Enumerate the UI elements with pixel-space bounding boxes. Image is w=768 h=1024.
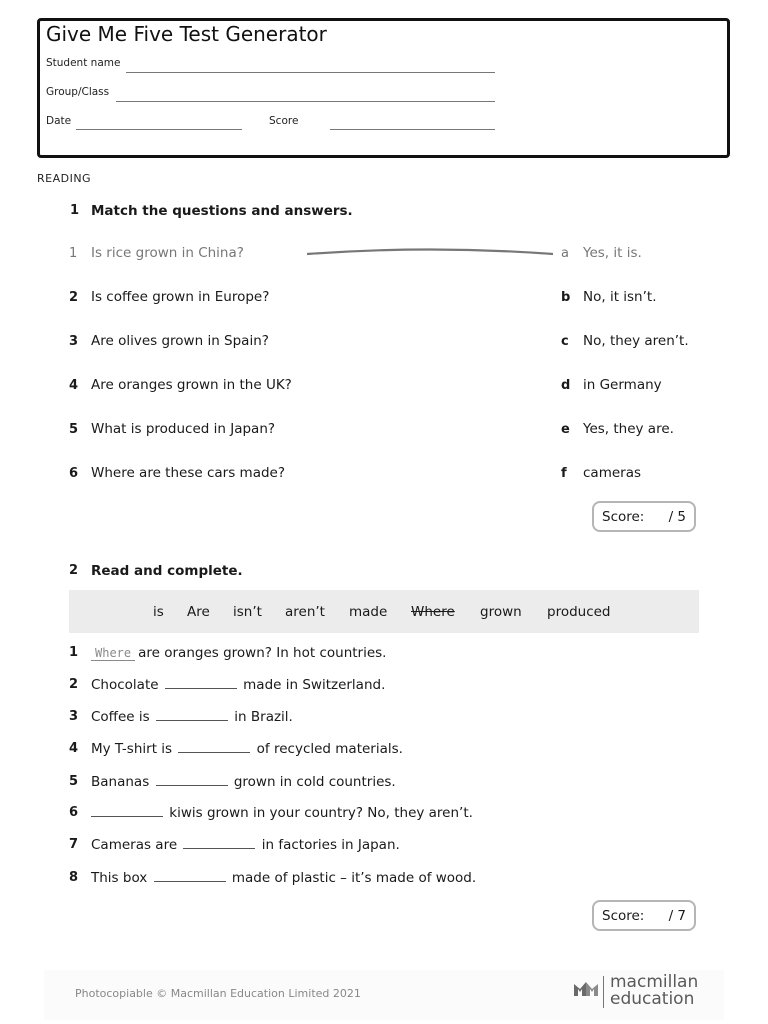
word-bank-item: Are: [187, 604, 210, 620]
sentence-after: grown in cold countries.: [233, 774, 396, 790]
logo-divider: [603, 976, 604, 1008]
sentence-after: of recycled materials.: [256, 741, 403, 757]
score-field[interactable]: [330, 129, 495, 130]
answer-letter: a: [561, 246, 569, 261]
word-bank-item: produced: [547, 604, 611, 620]
answer-blank[interactable]: [178, 752, 250, 753]
sentence-number: 5: [69, 774, 79, 789]
answer-letter: d: [561, 378, 571, 393]
answer-text: Yes, it is.: [583, 245, 642, 261]
sentence: [91, 645, 386, 661]
sentence-number: 6: [69, 805, 79, 820]
sentence: [91, 837, 400, 853]
word-bank-item: grown: [480, 604, 522, 620]
sentence-number: 3: [69, 709, 79, 724]
question-number: 3: [69, 334, 79, 349]
answer-text: cameras: [583, 465, 642, 481]
exercise-1-title: Match the questions and answers.: [91, 203, 353, 219]
word-bank-item: is: [153, 604, 164, 620]
answer-blank[interactable]: [154, 881, 226, 882]
answer-letter: b: [561, 290, 571, 305]
sentence-before: Cameras are: [91, 837, 178, 853]
answer-blank[interactable]: [165, 688, 237, 689]
answer-blank[interactable]: [183, 848, 255, 849]
sentence-number: 8: [69, 870, 79, 885]
logo-line-1: macmillan: [610, 972, 699, 992]
question-text: What is produced in Japan?: [91, 421, 276, 437]
example-answer: Where: [91, 646, 135, 661]
answer-letter: f: [561, 466, 567, 481]
answer-blank[interactable]: [91, 816, 163, 817]
sentence-after: kiwis grown in your country? No, they aren’t.: [169, 805, 473, 821]
question-text: Is coffee grown in Europe?: [91, 289, 270, 305]
answer-text: No, they aren’t.: [583, 333, 689, 349]
word-bank-item: aren’t: [285, 604, 325, 620]
exercise-1-number: 1: [70, 203, 80, 218]
exercise-2-score-box: [592, 900, 696, 931]
answer-blank[interactable]: [156, 785, 228, 786]
sentence-after: in factories in Japan.: [261, 837, 400, 853]
student-name-field[interactable]: [126, 72, 495, 73]
sentence-number: 1: [69, 645, 79, 660]
word-bank-item-used: Where: [411, 604, 455, 620]
macmillan-logo-text: [610, 974, 698, 1008]
sentence: [91, 677, 385, 693]
section-label: READING: [37, 172, 92, 185]
sentence-number: 4: [69, 741, 79, 756]
answer-blank[interactable]: [156, 720, 228, 721]
date-field[interactable]: [76, 129, 242, 130]
sentence: [91, 774, 396, 790]
sentence-after: made of plastic – it’s made of wood.: [231, 870, 477, 886]
sentence-after: made in Switzerland.: [243, 677, 386, 693]
question-text: Are oranges grown in the UK?: [91, 377, 292, 393]
student-name-label: Student name: [46, 57, 121, 69]
question-text: Is rice grown in China?: [91, 245, 244, 261]
answer-text: No, it isn’t.: [583, 289, 657, 305]
group-class-field[interactable]: [116, 101, 495, 102]
word-bank-item: made: [349, 604, 388, 620]
score-box-max: / 5: [668, 509, 686, 525]
question-number: 4: [69, 378, 79, 393]
sentence: [91, 870, 476, 886]
logo-line-2: education: [610, 989, 695, 1009]
sentence-before: This box: [91, 870, 148, 886]
sentence-before: Chocolate: [91, 677, 159, 693]
answer-letter: e: [561, 422, 570, 437]
score-label: Score: [269, 115, 299, 127]
question-number: 5: [69, 422, 79, 437]
answer-letter: c: [561, 334, 569, 349]
score-box-label: Score:: [602, 509, 645, 525]
sentence-before: My T-shirt is: [91, 741, 173, 757]
question-text: Are olives grown in Spain?: [91, 333, 269, 349]
sentence-number: 2: [69, 677, 79, 692]
example-match-line: [305, 244, 555, 260]
exercise-2-title: Read and complete.: [91, 563, 243, 579]
copyright-text: Photocopiable © Macmillan Education Limited 2021: [75, 987, 361, 1000]
sentence: [91, 805, 473, 821]
word-bank-item: isn’t: [233, 604, 262, 620]
sentence-after: in Brazil.: [234, 709, 293, 725]
macmillan-logo-icon: [573, 978, 599, 998]
sentence: [91, 741, 403, 757]
answer-text: in Germany: [583, 377, 662, 393]
question-number: 1: [69, 246, 78, 261]
score-box-label: Score:: [602, 908, 645, 924]
sentence-after: are oranges grown? In hot countries.: [138, 645, 387, 661]
word-bank: [69, 590, 699, 633]
question-number: 2: [69, 290, 79, 305]
sentence: [91, 709, 293, 725]
question-number: 6: [69, 466, 79, 481]
date-label: Date: [46, 115, 72, 127]
exercise-2-number: 2: [69, 563, 79, 578]
group-class-label: Group/Class: [46, 86, 110, 98]
sentence-number: 7: [69, 837, 79, 852]
exercise-1-score-box: [592, 501, 696, 532]
question-text: Where are these cars made?: [91, 465, 286, 481]
sentence-before: Coffee is: [91, 709, 150, 725]
answer-text: Yes, they are.: [583, 421, 674, 437]
score-box-max: / 7: [668, 908, 686, 924]
sentence-before: Bananas: [91, 774, 150, 790]
page-title: Give Me Five Test Generator: [46, 22, 327, 46]
